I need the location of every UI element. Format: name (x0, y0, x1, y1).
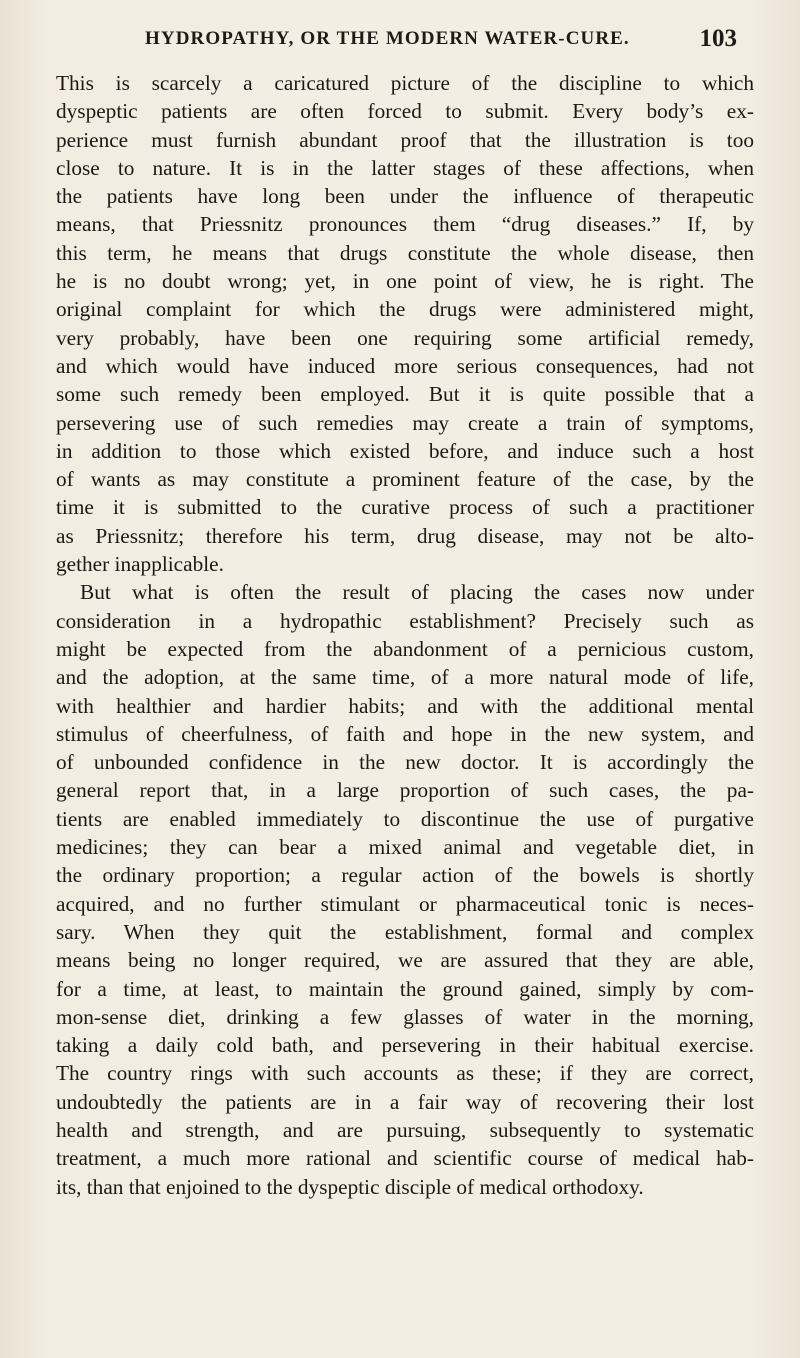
running-title: HYDROPATHY, OR THE MODERN WATER-CURE. (145, 28, 630, 49)
text-line: gether inapplicable. (56, 552, 224, 577)
text-line: persevering use of such remedies may create a train of symptoms, (56, 410, 754, 435)
text-line: might be expected from the abandonment of a pernicious custom, (56, 636, 754, 661)
text-line: with healthier and hardier habits; and with the additional mental (56, 693, 754, 718)
text-line: in addition to those which existed before, and induce such a host (56, 438, 754, 463)
text-line: of unbounded confidence in the new doctor. It is accordingly the (56, 750, 754, 775)
text-line: treatment, a much more rational and scientific course of medical hab- (56, 1146, 754, 1171)
text-line: very probably, have been one requiring some artificial remedy, (56, 325, 754, 350)
text-line: its, than that enjoined to the dyspeptic disciple of medical orthodoxy. (56, 1174, 644, 1199)
text-line: The country rings with such accounts as these; if they are correct, (56, 1061, 754, 1086)
text-line: the ordinary proportion; a regular action of the bowels is shortly (56, 863, 754, 888)
text-line: general report that, in a large proportion of such cases, the pa- (56, 778, 754, 803)
text-line: dyspeptic patients are often forced to submit. Every body’s ex- (56, 99, 754, 124)
text-line: mon-sense diet, drinking a few glasses of water in the morning, (56, 1004, 754, 1029)
text-line: perience must furnish abundant proof that the illustration is too (56, 127, 754, 152)
text-line: he is no doubt wrong; yet, in one point of view, he is right. The (56, 269, 754, 294)
text-line: medicines; they can bear a mixed animal and vegetable diet, in (56, 835, 754, 860)
text-line: consideration in a hydropathic establishment? Precisely such as (56, 608, 754, 633)
text-line: acquired, and no further stimulant or pharmaceutical tonic is neces- (56, 891, 754, 916)
text-line: the patients have long been under the influence of therapeutic (56, 184, 754, 209)
text-line: taking a daily cold bath, and persevering in their habitual exercise. (56, 1033, 754, 1058)
text-line: This is scarcely a caricatured picture of the discipline to which (56, 71, 754, 95)
text-line: of wants as may constitute a prominent feature of the case, by the (56, 467, 754, 492)
text-line: original complaint for which the drugs were administered might, (56, 297, 754, 322)
text-line: close to nature. It is in the latter stages of these affections, when (56, 155, 754, 180)
text-line: tients are enabled immediately to discontinue the use of purgative (56, 806, 754, 831)
page-number: 103 (699, 25, 737, 52)
text-line: undoubtedly the patients are in a fair way of recovering their lost (56, 1089, 754, 1114)
text-line: time it is submitted to the curative process of such a practitioner (56, 495, 754, 520)
page-header (145, 25, 745, 58)
text-line: some such remedy been employed. But it is quite possible that a (56, 382, 754, 407)
text-line: for a time, at least, to maintain the ground gained, simply by com- (56, 976, 754, 1001)
text-line: and which would have induced more serious consequences, had not (56, 353, 754, 378)
text-line: health and strength, and are pursuing, subsequently to systematic (56, 1117, 754, 1142)
body-text (56, 69, 754, 1201)
text-line: and the adoption, at the same time, of a more natural mode of life, (56, 665, 754, 690)
text-line: means, that Priessnitz pronounces them “drug diseases.” If, by (56, 212, 754, 237)
text-line: sary. When they quit the establishment, formal and complex (56, 919, 754, 944)
text-line: as Priessnitz; therefore his term, drug disease, may not be alto- (56, 523, 754, 548)
text-line: means being no longer required, we are assured that they are able, (56, 948, 754, 973)
text-line: stimulus of cheerfulness, of faith and hope in the new system, and (56, 721, 754, 746)
text-line: this term, he means that drugs constitute the whole disease, then (56, 240, 754, 265)
text-line: But what is often the result of placing the cases now under (80, 580, 754, 605)
